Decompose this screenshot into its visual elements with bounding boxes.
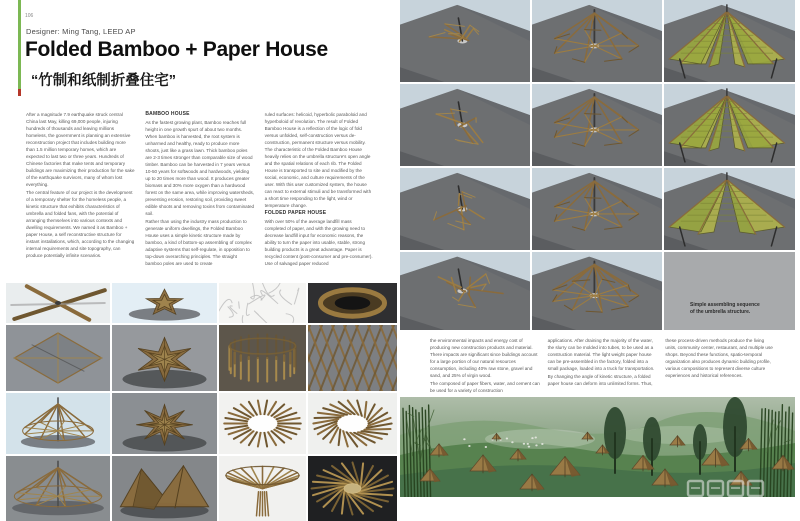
sequence-render-mid — [532, 168, 662, 250]
page-number: 106 — [25, 13, 34, 19]
valley-render-panorama — [400, 397, 795, 497]
section-heading-folded-paper-house: FOLDED PAPER HOUSE — [264, 210, 327, 216]
render-thumbnail-radial-ring-top — [219, 393, 306, 454]
left-column-1 — [26, 111, 135, 268]
sequence-caption — [690, 302, 760, 316]
section-heading-bamboo-house: BAMBOO HOUSE — [145, 111, 190, 117]
render-thumbnail-star-open — [112, 393, 217, 454]
paragraph: Rather than using the industry mass production to generate uniform dwellings, the Folded Bamboo House uses a simple kinetic structure made by bamboo, a kind of bottom-up assembling of complex adaptive systems that self-regulate, in opposition to top-down overarching principles. The straight bamboo poles are used to create — [145, 219, 252, 266]
render-thumbnail-star-opening — [112, 325, 217, 391]
render-thumbnail-white-wireframe-ring — [219, 283, 306, 323]
paragraph: The composed of paper fibers, water, and cement can be used for a variety of construction — [430, 381, 540, 393]
right-column-3 — [665, 337, 776, 395]
paragraph: By changing the angle of kinetic structure, a folded paper house can deform into unlimited forms. Thus, — [547, 374, 653, 386]
paragraph: The central feature of our project is the development of a temporary shelter for the homeless people, a kinetic structure that exhibits characteristics of umbrella and folded fans, with the potential of arranging themselves into various contexts and dwelling requirements. We named it as Bamboo + paper House, a self reconstructive structure for instant installations, which, according to the changing internal requirements and site topography, can produce potentially infinite scenarios. — [26, 190, 135, 258]
right-body-columns — [430, 337, 776, 395]
render-thumbnail-ring-top-dark — [308, 283, 397, 323]
render-thumbnail-folded-pavilion — [112, 456, 217, 521]
caption-line-2: of the umbrella structure. — [690, 309, 751, 315]
sequence-render-flat — [400, 168, 530, 250]
left-body-columns — [26, 111, 374, 268]
left-column-3 — [265, 111, 374, 268]
right-column-1 — [430, 337, 541, 395]
paragraph: With over 50% of the average landfill mass completed of paper, and with the growing need to decrease landfill input for economic reasons, the ability to turn the paper into usable, stable, strong building products is a great advantage. Paper is recycled content (post-consumer and pre-consumer). Use of salvaged paper reduced — [264, 219, 373, 266]
render-thumbnail-star-structure-closed — [112, 283, 217, 323]
paragraph: As the fastest growing plant, Bamboo reaches full height in one growth spurt of about two months. When bamboo is harvested, the root system is unharmed and healthy, ready to produce more shoots, just like a grass lawn. Thick bamboo poles are 2-3 times stronger than comparable size of wood timber. Bamboo can be harvested in 7 years versus 10-50 years for softwoods and hardwoods, yielding up to 20 times more than wood. It produces greater biomass and 30% more oxygen than a hardwood forest on the same area, while improving watersheds, preventing erosion, restoring soil, providing sweet edible shoots and removing toxins from contaminated soil. — [145, 120, 255, 216]
caption-line-1: Simple assembling sequence — [690, 302, 760, 308]
paragraph: the environmental impacts and energy cost of producing new construction products and material. There impacts are significant since buildings account for a large portion of our natural resources consumption, including 40% raw stone, gravel and sand, and 25% of virgin wood. — [430, 338, 538, 378]
paragraph: ruled surfaces: helicoid, hyperbolic paraboloid and hyperboloid of revolution. The result of Folded Bamboo House is a reflection of the logic of fold versus unfolded, self-construction versus de-construction, permanent structure versus mobility. The characteristic of the Folded Bamboo House heavily relies on the umbrella structure's open angle and the spatial relations of each rib. The Folded House is transported to site and modified by the social, economic, and culture requirements of the user. With this user customized system, the house can react to external stimuli and be transformed with a short time responding to the light, wind or temperature change. — [264, 112, 372, 208]
sequence-render-flat — [400, 84, 530, 166]
sequence-render-mid — [532, 84, 662, 166]
sequence-render-full2 — [664, 168, 795, 250]
render-thumbnail-bamboo-cross-poles — [6, 283, 110, 323]
page-title: Folded Bamboo + Paper House — [25, 38, 328, 61]
paragraph: After a magnitude 7.9 earthquake struck central China last May, killing 69,000 people, injuring hundreds of thousands and leaving millions homeless, the government is planning an extensive reconstruction project that includes building more than 1.5 million temporary homes, which are expected to last two or three years. Hundreds of Chinese factories that make tents and temporary buildings are maximizing their production for the sake of the earthquake survivors, many of whom lost everything. — [26, 112, 135, 187]
page-subtitle-chinese: “竹制和纸制折叠住宅” — [31, 73, 176, 89]
sequence-render-flat2 — [400, 252, 530, 330]
left-render-gallery — [6, 283, 397, 521]
sequence-render-flat — [400, 0, 530, 82]
render-thumbnail-flat-frame — [6, 325, 110, 391]
accent-bar-red-tip — [18, 89, 21, 96]
accent-bar-green — [18, 0, 21, 89]
paragraph: these process-driven methods produce the living units, community center, restaurant, and multiple use shops. Beyond these functions, spatio-temporal organization also produces dynamic building profile, various compositions to represent diverse culture experiences and historical references. — [665, 338, 773, 378]
left-column-2 — [145, 111, 254, 268]
sequence-caption-cell — [664, 252, 795, 330]
sequence-render-mid2 — [532, 252, 662, 330]
sequence-render-full — [664, 0, 795, 82]
render-thumbnail-twisted-ring — [308, 393, 397, 454]
render-thumbnail-slat-ring-side — [219, 325, 306, 391]
designer-line: Designer: Ming Tang, LEED AP — [26, 27, 136, 36]
render-thumbnail-umbrella-open — [6, 456, 110, 521]
render-thumbnail-spiral-vortex — [308, 456, 397, 521]
sequence-render-mid — [532, 0, 662, 82]
render-thumbnail-mushroom-ring — [219, 456, 306, 521]
render-thumbnail-umbrella-frame — [6, 393, 110, 454]
sequence-render-full — [664, 84, 795, 166]
render-thumbnail-lattice-closeup — [308, 325, 397, 391]
right-column-2 — [548, 337, 659, 395]
paragraph: applications. After draining the majority of the water, the slurry can be molded into tubes, to be used as a construction material. The light weight paper house can be pre-assembled in the factory, folded into a small package, loaded into a truck for transportation. — [547, 338, 655, 371]
assembly-sequence-grid — [400, 0, 795, 330]
